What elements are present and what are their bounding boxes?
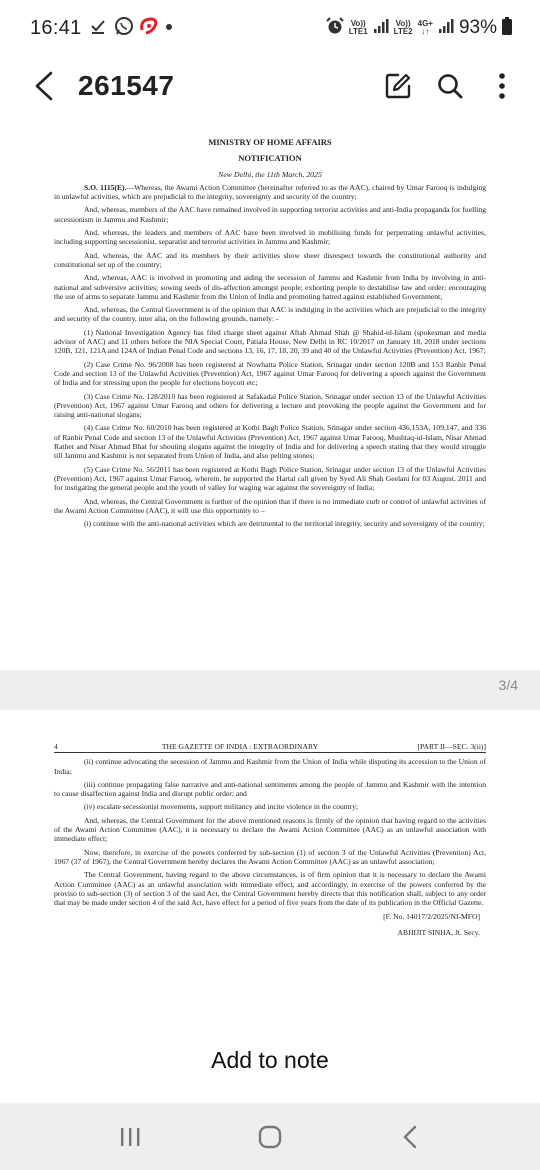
status-time: 16:41 [30, 16, 82, 39]
document-page-3[interactable] [0, 132, 540, 670]
file-reference: [F. No. 14017/2/2025/NI-MFO] [383, 912, 480, 922]
dot-icon [164, 19, 174, 37]
gazette-part: [PART II—SEC. 3(ii)] [417, 742, 486, 751]
network-type-label: 4G+ ↓↑ [417, 19, 433, 36]
add-to-note-button[interactable]: Add to note [211, 1046, 329, 1073]
back-icon [401, 1124, 419, 1150]
paragraph: Now, therefore, in exercise of the powers conferred by sub-section (1) of section 3 of the Unlawful Activities (Prevention) Act, 1967 (37 of 1967), the Central Government hereby declares the Awami Action Committee (AAC) as an unlawful association; [54, 847, 486, 866]
page-separator [0, 670, 540, 710]
paragraph: And, whereas, the leaders and members of AAC have been involved in mobilising funds for perpetrating unlawful activities, including supporting secessionist, separatist and terrorist activities in Jammu and Kashmir; [54, 228, 486, 247]
paragraph: And, whereas, the AAC and its members by their activities show sheer disrespect towards the constitutional authority and constitutional set up of the country; [54, 250, 486, 269]
download-check-icon [90, 17, 110, 40]
signal-1-icon [373, 18, 389, 39]
sim1-label: Vo)) LTE1 [348, 19, 368, 36]
paragraph: And, whereas, the Central Government is of the opinion that AAC is indulging in the activities which are prejudicial to the integrity and security of the country, inter alia, on the following grounds, namely: - [54, 305, 486, 324]
paragraph: And, whereas, AAC is involved in promoting and aiding the secession of Jammu and Kashmir from India by involving in anti-national and subversive activities; sowing seeds of dis-affection amongst people; exhorting people to destabilise law and order; encouraging the use of arms to separate Jammu and Kashmir from the Union of India and promoting hatred against established Government; [54, 273, 486, 301]
airtel-icon [138, 16, 160, 41]
signal-2-icon [438, 18, 454, 39]
status-system-icons [326, 17, 512, 40]
more-options-button[interactable] [486, 70, 518, 102]
home-icon [257, 1124, 283, 1150]
status-bar [0, 0, 540, 56]
paragraph: And, whereas, the Central Government for the above mentioned reasons is firmly of the opinion that having regard to the activities of the Awami Action Committee (AAC), it is necessary to declare the Awami Action Committee (AAC) as an unlawful association with immediate effect; [54, 815, 486, 844]
page-counter: 3/4 [498, 677, 518, 693]
back-nav-button[interactable] [390, 1117, 430, 1157]
alarm-icon [326, 17, 344, 40]
so-number: S.O. 1115(E). [84, 182, 127, 192]
edit-note-icon [384, 72, 412, 100]
signatory: ABHIJIT SINHA, Jt. Secy. [397, 927, 480, 937]
search-button[interactable] [434, 70, 466, 102]
gazette-title: THE GAZETTE OF INDIA : EXTRAORDINARY [161, 742, 319, 751]
navigation-bar [0, 1103, 540, 1170]
more-vert-icon [497, 71, 507, 101]
app-bar [0, 56, 540, 116]
back-arrow-icon [33, 70, 55, 102]
page-number: 4 [54, 742, 58, 751]
home-button[interactable] [250, 1117, 290, 1157]
dateline: New Delhi, the 11th March, 2025 [218, 169, 322, 179]
paragraph: S.O. 1115(E).—Whereas, the Awami Action Committee (hereinafter referred to as the AAC), chaired by Umar Farooq is indulging in unlawful activities, which are prejudicial to the integrity, sovereignty and security of the country; [54, 182, 486, 202]
gazette-header [54, 742, 486, 753]
recent-apps-button[interactable] [110, 1117, 150, 1157]
search-icon [436, 72, 464, 100]
paragraph: (iii) continue propagating false narrative and anti-national sentiments among the people of Jammu and Kashmir with the intention to cause disaffection against India and disrupt public order; and [54, 779, 486, 799]
status-notification-icons [90, 16, 174, 41]
paragraph: The Central Government, having regard to the above circumstances, is of firm opinion that it is necessary to declare the Awami Action Committee (AAC) as an unlawful association with immediate effect, and accordingly, in exercise of the powers conferred by the proviso to sub-section (3) of section 3 of the said Act, the Central Government hereby directs that this notification shall, subject to any order that may be made under section 4 of the said Act, have effect for a period of five years from the date of its publication in the Official Gazette. [54, 870, 486, 908]
battery-percent: 93% [458, 17, 497, 38]
paragraph: (4) Case Crime No. 60/2010 has been registered at Kothi Bagh Police Station, Srinagar under section 436,153A, 109,147, and 336 of Ranbir Penal Code and section 13 of the Unlawful Activities (Prevention) Act, 1967 against Umar Farooq, Mushtaq-ul-Islam, Nisar Ahmad Rather and Nisar Ahmad Bhat for shouting slogans against the integrity of India and for delivering a speech stating that they would struggle till Jammu and Kashmir is not separated from Union of India, and also pelting stones; [54, 423, 486, 461]
ministry-heading: MINISTRY OF HOME AFFAIRS [208, 137, 332, 147]
paragraph: (ii) continue advocating the secession of Jammu and Kashmir from the Union of India while disputing its accession to the Union of India; [54, 757, 486, 776]
back-button[interactable] [26, 68, 62, 104]
notification-heading: NOTIFICATION [238, 153, 302, 164]
paragraph: (i) continue with the anti-national activities which are detrimental to the territorial integrity, security and sovereignty of the country; [84, 519, 485, 529]
app-actions [382, 70, 518, 102]
paragraph: (iv) escalate secessionist movements, support militancy and incite violence in the country; [84, 802, 359, 812]
paragraph: And, whereas, the Central Government is further of the opinion that if there is no immediate curb or control of unlawful activities of the Awami Action Committee (AAC), it will use this opportunity to – [54, 496, 486, 515]
paragraph: And, whereas, members of the AAC have remained involved in supporting terrorist activities and anti-India propaganda for fuelling secessionism in Jammu and Kashmir; [54, 205, 486, 224]
paragraph: (2) Case Crime No. 96/2008 has been registered at Nowhatta Police Station, Srinagar under section 120B and 153 Ranbir Penal Code and section 13 of the Unlawful Activities (Prevention) Act, 1967 against Umar Farooq for delivering a speech against the Government of India and for stressing upon the people for elections boycott etc; [54, 359, 486, 388]
document-title: 261547 [78, 70, 175, 101]
document-page-4[interactable] [0, 710, 540, 1010]
sim2-label: Vo)) LTE2 [393, 19, 413, 36]
paragraph: (5) Case Crime No. 56/2011 has been registered at Kothi Bagh Police Station, Srinagar under section 13 of the Unlawful Activities (Prevention) Act, 1967 against Umar Farooq, wherein, he supported the Hartal call given by Syed Ali Shah Geelani for 03 August, 2011 and for instigating the general people and the youth of valley for waging war against the sovereignty of India; [54, 464, 486, 493]
battery-icon [502, 17, 512, 40]
whatsapp-icon [114, 16, 134, 41]
paragraph: (3) Case Crime No. 128/2010 has been registered at Safakadal Police Station, Srinagar under section 13 of the Unlawful Activities (Prevention) Act, 1967 against Umar Farooq and others for delivering a lecture and provoking the people against the Government and for raising anti-national slogans; [54, 391, 486, 420]
recent-apps-icon [118, 1125, 142, 1149]
paragraph: (1) National Investigation Agency has filed charge sheet against Aftab Ahmad Shah @ Shahid-ul-Islam (spokesman and media advisor of AAC) and 11 others before the NIA Special Court, Patiala House, New Delhi in RC 10/2017 on January 18, 2018 under sections 120B, 121, 121A and 124A of Indian Penal Code and sections 13, 16, 17, 18, 20, 39 and 40 of the Unlawful Activities (Prevention) Act, 1967; [54, 327, 486, 356]
edit-note-button[interactable] [382, 70, 414, 102]
